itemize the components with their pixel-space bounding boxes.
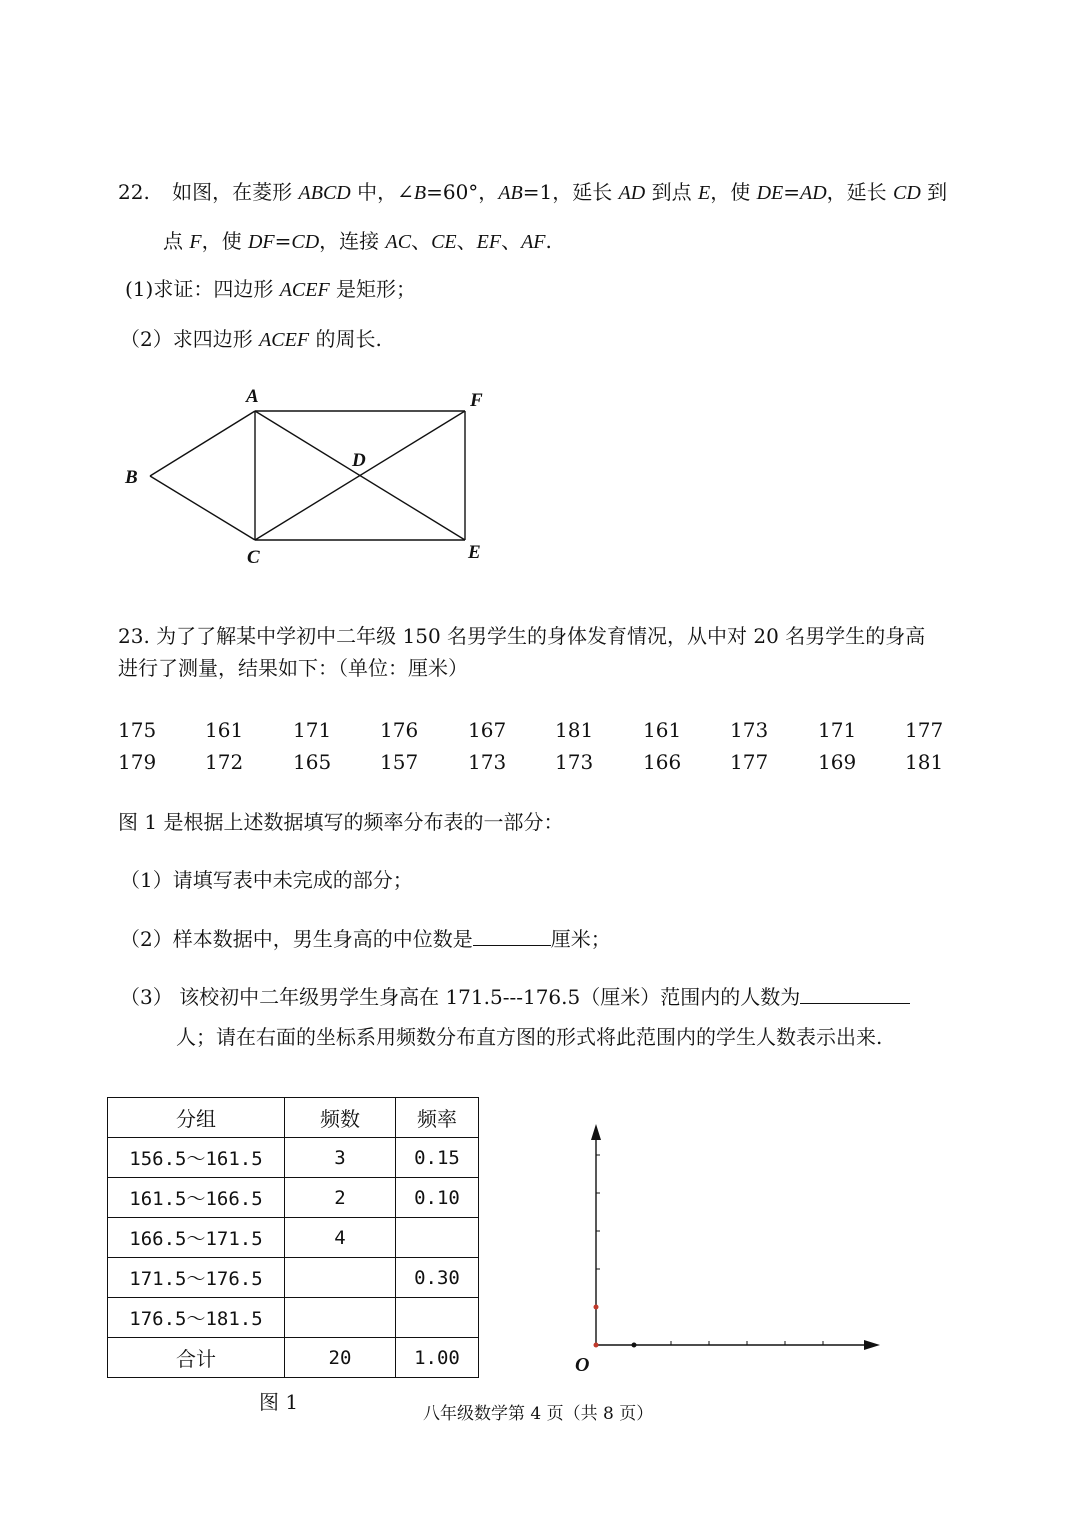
data-cell: 177 [905,718,944,742]
q22-number: 22. [118,180,150,204]
data-cell: 171 [818,718,857,742]
cell-rate: 0.30 [396,1258,479,1298]
cell-frequency: 3 [285,1138,396,1178]
q23-part2: （2）样本数据中，男生身高的中位数是 厘米； [120,927,611,951]
cell-rate: 0.10 [396,1178,479,1218]
data-cell: 161 [643,718,682,742]
q22-part1: (1)求证：四边形 ACEF 是矩形； [125,277,417,301]
x-axis-point [632,1343,637,1348]
data-cell: 173 [468,750,507,774]
cell-frequency: 4 [285,1218,396,1258]
y-axis-arrow-icon [591,1124,601,1140]
data-cell: 161 [205,718,244,742]
origin-point [594,1343,599,1348]
data-cell: 176 [380,718,419,742]
cell-rate: 1.00 [396,1338,479,1378]
data-cell: 173 [730,718,769,742]
data-cell: 167 [468,718,507,742]
header-group: 分组 [108,1098,285,1138]
data-cell: 157 [380,750,419,774]
cell-frequency: 20 [285,1338,396,1378]
cell-group: 171.5～176.5 [108,1258,285,1298]
header-rate: 频率 [396,1098,479,1138]
figure-caption: 图 1 [259,1390,299,1414]
data-cell: 173 [555,750,594,774]
data-cell: 171 [293,718,332,742]
q22-part2: （2）求四边形 ACEF 的周长. [120,327,382,351]
data-cell: 169 [818,750,857,774]
x-axis-arrow-icon [864,1340,880,1350]
q23-part1: （1）请填写表中未完成的部分； [120,868,413,892]
data-cell: 175 [118,718,157,742]
q23-intro-line1: 23. 为了了解某中学初中二年级 150 名男学生的身体发育情况，从中对 20 名男学生的身高 [118,624,926,648]
cell-group: 161.5～166.5 [108,1178,285,1218]
data-cell: 165 [293,750,332,774]
q23-intro-line2: 进行了测量，结果如下：（单位：厘米） [118,656,468,680]
cell-group: 156.5～161.5 [108,1138,285,1178]
q23-part3-cont: 人；请在右面的坐标系用频数分布直方图的形式将此范围内的学生人数表示出来. [176,1025,883,1049]
cell-rate: 0.15 [396,1138,479,1178]
q23-table-description: 图 1 是根据上述数据填写的频率分布表的一部分： [118,810,564,834]
q22-line1-text: 如图，在菱形 ABCD 中，∠B=60°，AB=1，延长 AD 到点 E，使 DE=AD，延长 CD 到 [172,180,948,204]
page-footer: 八年级数学第 4 页（共 8 页） [423,1404,654,1424]
data-cell: 181 [905,750,944,774]
origin-label: O [575,1354,590,1376]
data-cell: 172 [205,750,244,774]
label-E: E [468,542,481,563]
cell-group: 合计 [108,1338,285,1378]
data-cell: 177 [730,750,769,774]
q22-line2: 点 F，使 DF=CD，连接 AC、CE、EF、AF. [163,229,552,253]
cell-group: 166.5～171.5 [108,1218,285,1258]
label-D: D [352,450,366,471]
y-axis-point [594,1305,599,1310]
label-F: F [470,390,483,411]
label-A: A [246,386,259,407]
label-B: B [125,467,138,488]
q23-part3: （3） 该校初中二年级男学生身高在 171.5---176.5（厘米）范围内的人数为 [120,983,910,1009]
cell-frequency: 2 [285,1178,396,1218]
data-cell: 166 [643,750,682,774]
data-cell: 179 [118,750,157,774]
cell-group: 176.5～181.5 [108,1298,285,1338]
data-cell: 181 [555,718,594,742]
header-frequency: 频数 [285,1098,396,1138]
label-C: C [247,547,260,568]
